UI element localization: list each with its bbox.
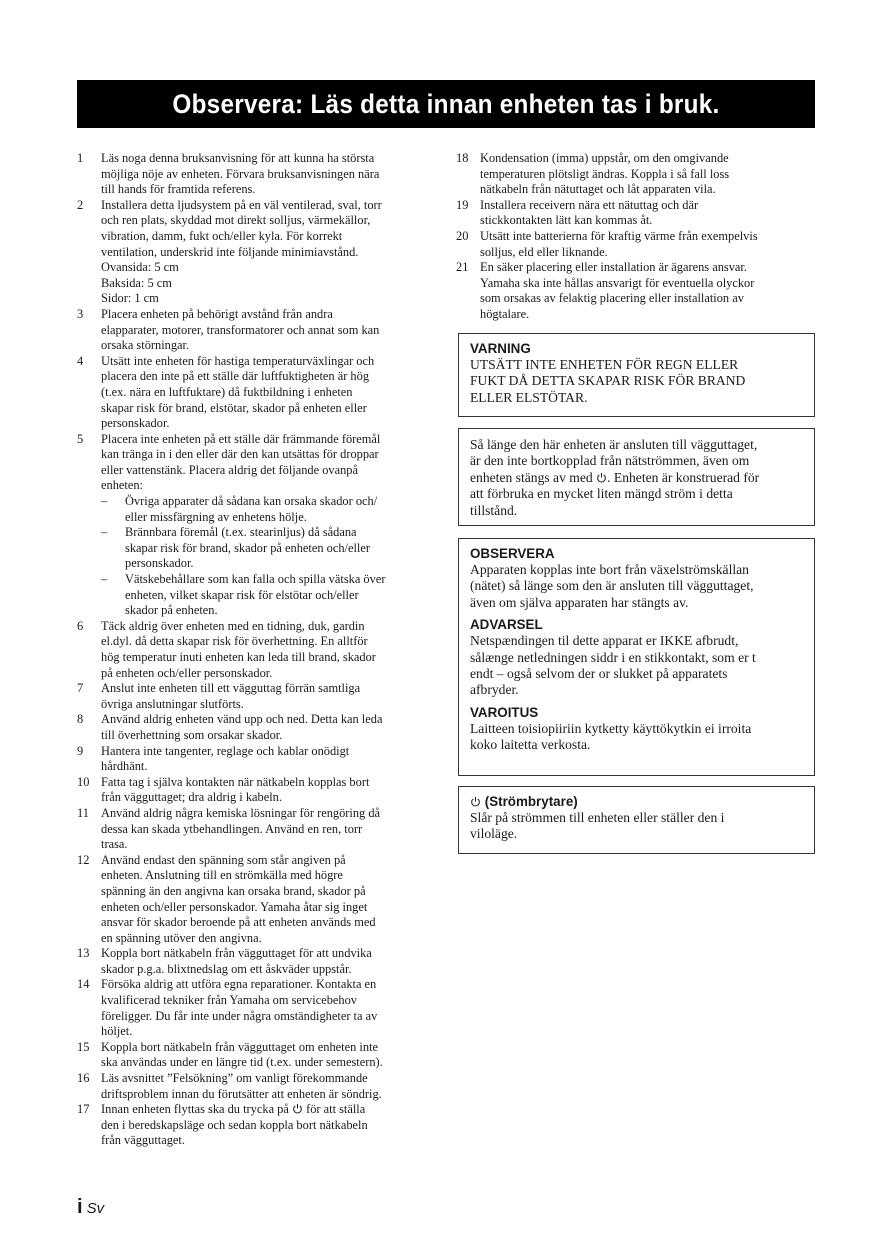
item-number: 16 bbox=[77, 1071, 90, 1086]
item-line: trasa. bbox=[101, 837, 128, 852]
notice-heading: VAROITUS bbox=[470, 704, 539, 720]
item-number: 4 bbox=[77, 353, 84, 368]
warning-line: ELLER ELSTÖTAR. bbox=[470, 389, 588, 405]
item-line: eller vattenstänk. Placera aldrig det följande ovanpå bbox=[101, 462, 358, 477]
standby-notice-box bbox=[458, 428, 815, 526]
item-line: Yamaha ska inte hållas ansvarigt för eventuella olyckor bbox=[480, 275, 755, 290]
item-line: övriga anslutningar slutförts. bbox=[101, 696, 244, 711]
item-text bbox=[101, 432, 433, 619]
item-line: ansvar för skador beroende på att enheten används med bbox=[101, 915, 376, 930]
power-standby-icon bbox=[292, 1103, 303, 1114]
standby-line: tillstånd. bbox=[470, 502, 518, 518]
item-number: 19 bbox=[456, 197, 469, 212]
item-line: Anslut inte enheten till ett vägguttag förrän samtliga bbox=[101, 681, 361, 696]
item-text bbox=[101, 681, 433, 712]
item-number: 6 bbox=[77, 618, 84, 633]
item-number: 15 bbox=[77, 1039, 90, 1054]
item-number: 14 bbox=[77, 977, 90, 992]
item-line: som orsakas av felaktig placering eller installation av bbox=[480, 291, 744, 306]
item-line: Installera receivern nära ett nätuttag och där bbox=[480, 197, 699, 212]
item-line: Läs avsnittet ”Felsökning” om vanligt förekommande bbox=[101, 1071, 368, 1086]
item-line: temperaturen plötsligt ändras. Koppla i så fall loss bbox=[480, 166, 730, 181]
item-line: Placera inte enheten på ett ställe där främmande föremål bbox=[101, 431, 381, 446]
notice-heading: ADVARSEL bbox=[470, 617, 543, 633]
item-number: 13 bbox=[77, 946, 90, 961]
item-line: Hantera inte tangenter, reglage och kablar onödigt bbox=[101, 743, 350, 758]
notice-line: koko laitetta verkosta. bbox=[470, 737, 591, 753]
item-number: 21 bbox=[456, 260, 469, 275]
notice-heading: OBSERVERA bbox=[470, 546, 555, 561]
item-line: till hands för framtida referens. bbox=[101, 182, 256, 197]
warning-box bbox=[458, 333, 815, 417]
item-line: ventilation, underskrid inte följande minimiavstånd. bbox=[101, 244, 359, 259]
right-column bbox=[456, 151, 816, 323]
page-title: Observera: Läs detta innan enheten tas i bruk. bbox=[172, 88, 720, 119]
left-column bbox=[77, 151, 433, 1149]
sub-list-item bbox=[101, 572, 433, 619]
item-number: 5 bbox=[77, 431, 84, 446]
item-line: Innan enheten flyttas ska du trycka på för att ställa bbox=[101, 1102, 366, 1117]
item-text bbox=[101, 151, 433, 198]
item-line: Kondensation (imma) uppstår, om den omgivande bbox=[480, 151, 729, 165]
item-number: 17 bbox=[77, 1102, 90, 1117]
sub-list-item bbox=[101, 525, 433, 572]
item-text bbox=[480, 260, 816, 322]
power-switch-heading: (Strömbrytare) bbox=[470, 794, 804, 810]
item-line: kan tränga in i den eller där den kan utsättas för droppar bbox=[101, 447, 379, 462]
item-text bbox=[101, 775, 433, 806]
item-line: högtalare. bbox=[480, 306, 530, 321]
list-item bbox=[77, 775, 433, 806]
item-line: placera den inte på ett ställe där luftfuktigheten är hög bbox=[101, 369, 370, 384]
item-number: 20 bbox=[456, 228, 469, 243]
item-text bbox=[480, 151, 816, 198]
item-line: elapparater, motorer, transformatorer och annat som kan bbox=[101, 322, 380, 337]
sub-item-line: Övriga apparater då sådana kan orsaka skador och/ bbox=[125, 494, 378, 509]
item-line: Utsätt inte batterierna för kraftig värme från exempelvis bbox=[480, 228, 758, 243]
standby-line: att förbruka en mycket liten mängd ström i detta bbox=[470, 486, 733, 502]
item-line: Använd aldrig enheten vänd upp och ned. Detta kan leda bbox=[101, 712, 383, 727]
notice-line: (nätet) så länge som den är ansluten till vägguttaget, bbox=[470, 578, 754, 594]
list-item bbox=[456, 229, 816, 260]
item-text bbox=[101, 354, 433, 432]
item-line: personskador. bbox=[101, 416, 170, 431]
notice-line: Laitteen toisiopiiriin kytketty käyttökytkin ei irroita bbox=[470, 720, 752, 736]
item-line: och ren plats, skyddad mot direkt solljus, värmekällor, bbox=[101, 213, 371, 228]
standby-line: enheten stängs av med . Enheten är konstruerad för bbox=[470, 469, 760, 485]
item-text bbox=[101, 806, 433, 853]
item-text bbox=[101, 1102, 433, 1149]
list-item bbox=[77, 1102, 433, 1149]
page-footer bbox=[77, 1196, 104, 1219]
item-text bbox=[101, 853, 433, 947]
item-number: 7 bbox=[77, 681, 84, 696]
item-line: enheten och/eller personskador. Yamaha åtar sig inget bbox=[101, 899, 368, 914]
warning-line: UTSÄTT INTE ENHETEN FÖR REGN ELLER bbox=[470, 357, 739, 372]
item-line: Använd endast den spänning som står angiven på bbox=[101, 852, 346, 867]
item-number: 2 bbox=[77, 197, 84, 212]
item-line: skador p.g.a. blixtnedslag om ett åskväder uppstår. bbox=[101, 961, 352, 976]
item-line: från vägguttaget. bbox=[101, 1133, 185, 1148]
item-text bbox=[101, 712, 433, 743]
list-item bbox=[77, 619, 433, 681]
standby-line: Så länge den här enheten är ansluten till vägguttaget, bbox=[470, 437, 758, 452]
dash-bullet: – bbox=[101, 525, 108, 540]
list-item bbox=[77, 307, 433, 354]
item-text bbox=[101, 946, 433, 977]
item-line: möjliga nöje av enheten. Förvara bruksanvisningen nära bbox=[101, 166, 380, 181]
item-line: skapar risk för brand, elstötar, skador på enheten eller bbox=[101, 400, 367, 415]
list-item bbox=[77, 977, 433, 1039]
power-standby-icon bbox=[596, 472, 607, 483]
notice-line: Apparaten kopplas inte bort från växelströmskällan bbox=[470, 562, 749, 577]
item-line: Sidor: 1 cm bbox=[101, 291, 159, 306]
list-item bbox=[456, 151, 816, 198]
item-number: 1 bbox=[77, 151, 84, 165]
item-line: Täck aldrig över enheten med en tidning, duk, gardin bbox=[101, 618, 365, 633]
item-line: Koppla bort nätkabeln från vägguttaget för att undvika bbox=[101, 946, 372, 961]
multilingual-notice-box bbox=[458, 538, 815, 776]
language-code: Sv bbox=[86, 1200, 105, 1217]
item-line: Placera enheten på behörigt avstånd från andra bbox=[101, 306, 333, 321]
item-line: nätkabeln från nätuttaget och låt apparaten vila. bbox=[480, 182, 716, 197]
item-number: 12 bbox=[77, 852, 90, 867]
page-title-banner bbox=[77, 80, 815, 128]
dash-bullet: – bbox=[101, 494, 108, 509]
power-switch-line: viloläge. bbox=[470, 826, 518, 842]
item-line: hårdhänt. bbox=[101, 759, 148, 774]
item-line: orsaka störningar. bbox=[101, 338, 190, 353]
item-number: 9 bbox=[77, 743, 84, 758]
item-line: driftsproblem innan du förutsätter att enheten är söndrig. bbox=[101, 1086, 382, 1101]
power-switch-line: Slår på strömmen till enheten eller ställer den i bbox=[470, 810, 725, 825]
list-item bbox=[77, 198, 433, 307]
item-line: Läs noga denna bruksanvisning för att kunna ha största bbox=[101, 151, 375, 165]
sub-item-line: Vätskebehållare som kan falla och spilla vätska över bbox=[125, 572, 386, 587]
item-line: dessa kan skada ytbehandlingen. Använd en ren, torr bbox=[101, 821, 363, 836]
list-item bbox=[77, 853, 433, 947]
list-item bbox=[77, 432, 433, 619]
notice-line: Netspændingen til dette apparat er IKKE afbrudt, bbox=[470, 633, 739, 649]
dash-bullet: – bbox=[101, 572, 108, 587]
item-line: föreligger. Du får inte under några omständigheter ta av bbox=[101, 1008, 378, 1023]
notice-line: även om själva apparaten har stängts av. bbox=[470, 594, 689, 610]
list-item bbox=[456, 198, 816, 229]
item-line: från vägguttaget; dra aldrig i kabeln. bbox=[101, 790, 282, 805]
item-line: till överhettning som orsakar skador. bbox=[101, 727, 283, 742]
item-line: enheten. Anslutning till en strömkälla med högre bbox=[101, 868, 343, 883]
sub-item-line: enheten, vilket skapar risk för elstötar och/eller bbox=[125, 587, 359, 602]
list-item bbox=[77, 806, 433, 853]
list-item bbox=[77, 151, 433, 198]
item-line: Koppla bort nätkabeln från vägguttaget om enheten inte bbox=[101, 1039, 378, 1054]
sub-item-line: skapar risk för brand, skador på enheten och/eller bbox=[125, 540, 370, 555]
item-line: ska användas under en längre tid (t.ex. under semestern). bbox=[101, 1055, 383, 1070]
item-line: En säker placering eller installation är ägarens ansvar. bbox=[480, 260, 747, 275]
list-item bbox=[77, 946, 433, 977]
list-item bbox=[77, 744, 433, 775]
item-line: Baksida: 5 cm bbox=[101, 275, 172, 290]
list-item bbox=[456, 260, 816, 322]
sub-item-line: skador på enheten. bbox=[125, 603, 218, 618]
sub-item-line: eller missfärgning av enhetens hölje. bbox=[125, 509, 307, 524]
warning-heading: VARNING bbox=[470, 341, 531, 356]
item-line: Utsätt inte enheten för hastiga temperaturväxlingar och bbox=[101, 353, 375, 368]
item-line: på enheten och/eller personskador. bbox=[101, 665, 273, 680]
notice-line: endt – også selvom der or slukket på apparatets bbox=[470, 666, 728, 682]
power-switch-box bbox=[458, 786, 815, 854]
notice-line: afbryder. bbox=[470, 682, 519, 698]
list-item bbox=[77, 1040, 433, 1071]
item-line: enheten: bbox=[101, 478, 143, 493]
standby-line: är den inte bortkopplad från nätströmmen, även om bbox=[470, 453, 750, 469]
item-text bbox=[480, 229, 816, 260]
item-line: vibration, damm, fukt och/eller kyla. För korrekt bbox=[101, 228, 343, 243]
item-text bbox=[101, 744, 433, 775]
item-line: Försöka aldrig att utföra egna reparationer. Kontakta en bbox=[101, 977, 377, 992]
sub-item-line: personskador. bbox=[125, 556, 194, 571]
item-text bbox=[101, 1040, 433, 1071]
list-item bbox=[77, 354, 433, 432]
item-line: solljus, eld eller liknande. bbox=[480, 244, 608, 259]
item-line: el.dyl. då detta skapar risk för överhettning. En alltför bbox=[101, 634, 368, 649]
item-number: 18 bbox=[456, 151, 469, 165]
item-text bbox=[480, 198, 816, 229]
item-line: stickkontakten lätt kan kommas åt. bbox=[480, 213, 653, 228]
notice-line: sålænge netledningen siddr i en stikkontakt, som er t bbox=[470, 649, 756, 665]
item-line: Ovansida: 5 cm bbox=[101, 260, 179, 275]
item-number: 3 bbox=[77, 306, 84, 321]
list-item bbox=[77, 712, 433, 743]
power-standby-icon bbox=[470, 796, 481, 807]
item-text bbox=[101, 307, 433, 354]
item-text bbox=[101, 619, 433, 681]
item-text bbox=[101, 977, 433, 1039]
list-item bbox=[77, 1071, 433, 1102]
sub-item-text bbox=[125, 494, 377, 525]
sub-item-text bbox=[125, 572, 385, 619]
item-line: höljet. bbox=[101, 1024, 133, 1039]
sub-list-item bbox=[101, 494, 433, 525]
item-number: 10 bbox=[77, 774, 90, 789]
sub-item-line: Brännbara föremål (t.ex. stearinljus) då sådana bbox=[125, 525, 357, 540]
sub-item-text bbox=[125, 525, 370, 572]
item-number: 8 bbox=[77, 712, 84, 727]
item-line: spänning än den angivna kan orsaka brand, skador på bbox=[101, 883, 366, 898]
item-line: hög temperatur inuti enheten kan leda till brand, skador bbox=[101, 650, 376, 664]
item-line: Använd aldrig några kemiska lösningar för rengöring då bbox=[101, 805, 381, 820]
item-line: den i beredskapsläge och sedan koppla bort nätkabeln bbox=[101, 1117, 368, 1132]
item-line: Fatta tag i själva kontakten när nätkabeln kopplas bort bbox=[101, 774, 370, 789]
list-item bbox=[77, 681, 433, 712]
item-number: 11 bbox=[77, 805, 89, 820]
page-number: i bbox=[77, 1196, 83, 1218]
item-line: kvalificerad tekniker från Yamaha om servicebehov bbox=[101, 993, 357, 1008]
item-line: (t.ex. nära en luftfuktare) då fuktbildning i enheten bbox=[101, 384, 353, 399]
item-text bbox=[101, 1071, 433, 1102]
item-text bbox=[101, 198, 433, 307]
item-line: Installera detta ljudsystem på en väl ventilerad, sval, torr bbox=[101, 197, 382, 212]
warning-line: FUKT DÅ DETTA SKAPAR RISK FÖR BRAND bbox=[470, 373, 746, 389]
item-line: en spänning utöver den angivna. bbox=[101, 930, 262, 945]
